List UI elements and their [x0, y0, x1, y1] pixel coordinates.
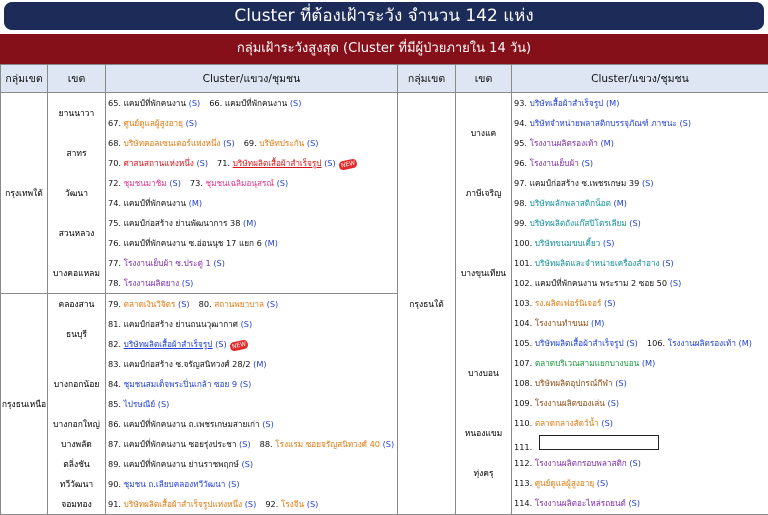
cluster-number: 105. — [514, 338, 532, 348]
cluster-entry — [514, 457, 641, 470]
cluster-label: แคมป์ที่พักคนงาน ย่านราชพฤกษ์ — [124, 459, 239, 469]
list-item — [514, 413, 768, 433]
cluster-entry — [108, 478, 240, 491]
list-item — [108, 253, 397, 273]
cluster-size-tag: (S) — [307, 138, 319, 148]
cluster-size-tag: (M) — [243, 218, 256, 228]
cluster-size-tag: (S) — [581, 158, 593, 168]
cluster-entry — [514, 177, 654, 190]
list-item — [108, 354, 397, 374]
cluster-entry — [108, 197, 202, 210]
cluster-number: 102. — [514, 278, 532, 288]
cluster-size-tag: (S) — [597, 478, 609, 488]
cluster-size-tag: (S) — [189, 98, 201, 108]
cluster-size-tag: (S) — [642, 178, 654, 188]
list-item — [108, 494, 397, 514]
cluster-label: ชุมชนเฉลิมอนุสรณ์ — [206, 178, 274, 188]
cluster-size-tag: (S) — [228, 479, 240, 489]
cluster-label: สถานพยาบาล — [214, 299, 264, 309]
cluster-entry — [514, 117, 691, 130]
cluster-label: โรงงานผลิตอะไหล่รถยนต์ — [535, 498, 626, 508]
cluster-number: 81. — [108, 319, 121, 329]
district-name: ภาษีเจริญ — [456, 173, 511, 213]
cluster-size-tag: (S) — [615, 378, 627, 388]
cluster-number: 93. — [514, 98, 527, 108]
cluster-size-tag: (S) — [626, 338, 638, 348]
list-item — [108, 133, 397, 153]
cluster-number: 100. — [514, 238, 532, 248]
cluster-label: โรงงานเย็บผ้า ซ.ประดู่ 1 — [124, 258, 211, 268]
cluster-size-tag: (S) — [186, 118, 198, 128]
cluster-label: บริษัทผลิตและจำหน่ายเครื่องสำอาง — [535, 258, 660, 268]
cluster-label: บริษัทจำหน่ายพลาสติกบรรจุภัณฑ์ ภาชนะ — [530, 118, 677, 128]
cluster-entry — [514, 477, 608, 490]
cluster-size-tag: (M) — [739, 338, 752, 348]
cluster-number: 92. — [265, 499, 278, 509]
cluster-size-tag: (S) — [670, 278, 682, 288]
cluster-entry — [514, 97, 619, 110]
list-item — [108, 454, 397, 474]
cluster-entry — [514, 417, 613, 430]
district-name: ยานนาวา — [48, 93, 105, 133]
cluster-entry — [108, 438, 251, 451]
cluster-entry — [108, 418, 274, 431]
cluster-label: บริษัทผลิตเสื้อผ้าสำเร็จรูปแห่งหนึ่ง — [124, 499, 242, 509]
cluster-label: บริษัทผลิตถังแก๊สปิโตรเลียม — [530, 218, 627, 228]
district-name: ทวีวัฒนา — [48, 474, 105, 494]
header-district: เขต — [48, 65, 106, 93]
cluster-entry — [514, 317, 604, 330]
cluster-size-tag: (S) — [601, 418, 613, 428]
cluster-entry — [108, 398, 169, 411]
cluster-number: 68. — [108, 138, 121, 148]
cluster-label: ตลาดกลางสัตว์น้ำ — [535, 418, 599, 428]
list-item — [514, 453, 768, 473]
cluster-entry — [108, 378, 251, 391]
cluster-label: แคมป์ที่พักคนงาน พระราม 2 ซอย 50 — [535, 278, 667, 288]
list-item — [108, 193, 397, 213]
cluster-entry — [108, 237, 278, 250]
cluster-size-tag: (S) — [215, 339, 227, 349]
cluster-label: แคมป์ที่พักคนงาน — [225, 98, 287, 108]
cluster-entry — [265, 498, 318, 511]
header-cluster: Cluster/แขวง/ชุมชน — [106, 65, 398, 93]
cluster-size-tag: (S) — [679, 118, 691, 128]
cluster-number: 77. — [108, 258, 121, 268]
cluster-size-tag: (S) — [241, 459, 253, 469]
cluster-size-tag: (S) — [245, 499, 257, 509]
cluster-number: 98. — [514, 198, 527, 208]
header-cluster-right: Cluster/แขวง/ชุมชน — [512, 65, 768, 93]
cluster-entry — [108, 338, 248, 351]
list-item — [514, 293, 768, 313]
district-name: ตลิ่งชัน — [48, 454, 105, 474]
cluster-size-tag: (S) — [277, 178, 289, 188]
table-row — [1, 93, 768, 294]
list-item — [108, 233, 397, 253]
cluster-number: 66. — [209, 98, 222, 108]
cluster-label: บริษัทขนมขบเคี้ยว — [535, 238, 600, 248]
list-item — [108, 434, 397, 454]
cluster-number: 72. — [108, 178, 121, 188]
cluster-number: 101. — [514, 258, 532, 268]
cluster-size-tag: (S) — [629, 458, 641, 468]
list-item — [108, 414, 397, 434]
header-group-right: กลุ่มเขต — [398, 65, 456, 93]
cluster-label: โรงงานผลิตกรอบพลาสติก — [535, 458, 627, 468]
district-name: คลองสาน — [48, 294, 105, 314]
cluster-size-tag: (S) — [604, 298, 616, 308]
cluster-size-tag: (S) — [178, 299, 190, 309]
cluster-number: 78. — [108, 278, 121, 288]
cluster-number: 71. — [217, 158, 230, 168]
list-item — [514, 393, 768, 413]
list-item — [108, 314, 397, 334]
district-name: ทุ่งครุ — [456, 453, 511, 493]
list-item — [514, 353, 768, 373]
cluster-label: บริษัทผลักพลาสติกน็อต — [530, 198, 611, 208]
cluster-entry — [108, 298, 190, 311]
district-name: สาทร — [48, 133, 105, 173]
district-name: วัฒนา — [48, 173, 105, 213]
cluster-number: 75. — [108, 218, 121, 228]
cluster-entry — [514, 137, 614, 150]
cluster-number: 97. — [514, 178, 527, 188]
cluster-size-tag: (M) — [600, 138, 613, 148]
cluster-size-tag: (S) — [383, 439, 395, 449]
list-item — [514, 213, 768, 233]
district-name: บางกอกน้อย — [48, 354, 105, 414]
list-item — [108, 474, 397, 494]
cluster-list-thon-north — [106, 294, 398, 515]
cluster-number: 84. — [108, 379, 121, 389]
cluster-number: 88. — [260, 439, 273, 449]
cluster-entry — [514, 217, 641, 230]
list-item — [108, 294, 397, 314]
list-item — [514, 113, 768, 133]
cluster-number: 89. — [108, 459, 121, 469]
cluster-number: 112. — [514, 458, 532, 468]
cluster-label: ตลาดเงินวิจิตร — [124, 299, 176, 309]
cluster-size-tag: (S) — [662, 258, 674, 268]
cluster-number: 94. — [514, 118, 527, 128]
cluster-number: 96. — [514, 158, 527, 168]
cluster-label: บริษัทเสื้อผ้าสำเร็จรูป — [530, 98, 604, 108]
district-cell-south — [48, 93, 106, 294]
cluster-number: 90. — [108, 479, 121, 489]
cluster-label: แคมป์ก่อสร้าง ย่านพัฒนาการ 38 — [124, 218, 241, 228]
cluster-label: ศูนย์ดูแลผู้สูงอายุ — [124, 118, 183, 128]
list-item — [514, 153, 768, 173]
cluster-size-tag: (S) — [239, 439, 251, 449]
cluster-entry — [108, 137, 235, 150]
cluster-label: แคมป์ที่พักคนงาน ซ.อ่อนนุช 17 แยก 6 — [124, 238, 262, 248]
cluster-number: 114. — [514, 498, 532, 508]
cluster-entry — [108, 257, 225, 270]
cluster-size-tag: (S) — [608, 398, 620, 408]
list-item — [514, 133, 768, 153]
cluster-size-tag: (M) — [642, 358, 655, 368]
cluster-size-tag: (S) — [290, 98, 302, 108]
cluster-label: โรงงานผลิตรองเท้า — [668, 338, 736, 348]
cluster-label: ชุมชนสมเด็จพระปิ่นเกล้า ซอย 9 — [124, 379, 237, 389]
cluster-number: 76. — [108, 238, 121, 248]
group-cell-thon-north: กรุงธนเหนือ — [1, 294, 48, 515]
cluster-list-thon-south — [512, 93, 768, 515]
cluster-size-tag: (M) — [606, 98, 619, 108]
cluster-number: 95. — [514, 138, 527, 148]
list-item — [514, 173, 768, 193]
cluster-number: 110. — [514, 418, 532, 428]
cluster-entry — [108, 318, 252, 331]
cluster-number: 73. — [190, 178, 203, 188]
list-item — [108, 113, 397, 133]
cluster-entry — [108, 217, 256, 230]
list-item — [514, 93, 768, 113]
group-cell-south: กรุงเทพใต้ — [1, 93, 48, 294]
cluster-size-tag: (M) — [591, 318, 604, 328]
cluster-label: แคมป์ก่อสร้าง ซ.เพชรเกษม 39 — [530, 178, 640, 188]
cluster-size-tag: (S) — [629, 218, 641, 228]
cluster-entry — [209, 97, 301, 110]
cluster-entry — [514, 397, 619, 410]
cluster-entry — [514, 237, 615, 250]
district-name: บางขุนเทียน — [456, 213, 511, 333]
cluster-number: 80. — [199, 299, 212, 309]
district-name: บางกอกใหญ่ — [48, 414, 105, 434]
cluster-label: บริษัทประกัน — [259, 138, 304, 148]
cluster-label: แคมป์ก่อสร้าง ย่านถนนวุฒากาศ — [124, 319, 238, 329]
cluster-size-tag: (S) — [213, 258, 225, 268]
cluster-number: 70. — [108, 158, 121, 168]
list-item — [108, 273, 397, 293]
cluster-number: 104. — [514, 318, 532, 328]
cluster-label: บริษัทคอลเซนเตอร์แห่งหนึ่ง — [124, 138, 221, 148]
district-cell-thon-south — [456, 93, 512, 515]
cluster-label: โรงงานทำขนม — [535, 318, 589, 328]
cluster-entry — [108, 458, 253, 471]
cluster-number: 79. — [108, 299, 121, 309]
list-item — [108, 93, 397, 113]
cluster-label: รง.ผลิตเฟอร์นิเจอร์ — [535, 298, 602, 308]
district-name: หนองแขม — [456, 413, 511, 453]
cluster-label: ชุมชน ถ.เลียบคลองทวีวัฒนา — [124, 479, 226, 489]
cluster-label: ไปรษณีย์ — [124, 399, 156, 409]
cluster-number: 111. — [514, 442, 532, 452]
cluster-entry — [514, 197, 627, 210]
list-item — [514, 493, 768, 513]
redacted-box — [539, 435, 659, 450]
cluster-size-tag: (S) — [240, 379, 252, 389]
cluster-entry — [244, 137, 319, 150]
cluster-label: ศาสนสถานแห่งหนึ่ง — [124, 158, 194, 168]
cluster-number: 82. — [108, 339, 121, 349]
list-item — [514, 333, 768, 353]
list-item — [108, 334, 397, 354]
cluster-label: แคมป์ก่อสร้าง ซ.จรัญสนิทวงศ์ 28/2 — [124, 359, 251, 369]
cluster-number: 107. — [514, 358, 532, 368]
cluster-label: โรงงานผลิตยาง — [124, 278, 180, 288]
cluster-entry — [199, 298, 279, 311]
cluster-number: 109. — [514, 398, 532, 408]
cluster-number: 65. — [108, 98, 121, 108]
cluster-label: บริษัทผลิตเสื้อผ้าสำเร็จรูป — [124, 339, 213, 349]
cluster-number: 67. — [108, 118, 121, 128]
new-badge-icon: NEW — [229, 339, 249, 352]
cluster-entry — [514, 337, 638, 350]
cluster-entry — [108, 157, 208, 170]
district-name: บางคอแหลม — [48, 253, 105, 293]
district-name: บางแค — [456, 93, 511, 173]
cluster-number: 87. — [108, 439, 121, 449]
page-title: Cluster ที่ต้องเฝ้าระวัง จำนวน 142 แห่ง — [4, 2, 764, 30]
district-name: บางพลัด — [48, 434, 105, 454]
cluster-number: 106. — [647, 338, 665, 348]
list-item — [514, 233, 768, 253]
cluster-label: ชุมชนมาชิม — [124, 178, 167, 188]
cluster-entry — [514, 257, 674, 270]
cluster-label: โรงจีน — [281, 499, 304, 509]
district-cell-thon-north — [48, 294, 106, 515]
cluster-number: 91. — [108, 499, 121, 509]
list-item — [108, 394, 397, 414]
district-name: จอมทอง — [48, 494, 105, 514]
cluster-size-tag: (S) — [223, 138, 235, 148]
list-item — [514, 253, 768, 273]
cluster-size-tag: (S) — [267, 299, 279, 309]
cluster-label: โรงแรม ซอยจรัญสนิทวงศ์ 40 — [275, 439, 380, 449]
cluster-entry — [514, 157, 593, 170]
cluster-entry — [108, 358, 267, 371]
list-item — [514, 473, 768, 493]
list-item — [108, 374, 397, 394]
cluster-entry — [108, 498, 256, 511]
cluster-number: 83. — [108, 359, 121, 369]
cluster-size-tag: (S) — [603, 238, 615, 248]
cluster-label: แคมป์ที่พักคนงาน — [124, 98, 186, 108]
cluster-number: 74. — [108, 198, 121, 208]
group-cell-thon-south: กรุงธนใต้ — [398, 93, 456, 515]
district-name: สวนหลวง — [48, 213, 105, 253]
cluster-number: 69. — [244, 138, 257, 148]
list-item — [514, 273, 768, 293]
cluster-label: แคมป์ที่พักคนงาน — [124, 198, 186, 208]
list-item — [514, 193, 768, 213]
table-header-row — [1, 65, 768, 93]
cluster-entry — [217, 157, 357, 170]
list-item — [514, 313, 768, 333]
list-item — [514, 433, 768, 453]
list-item — [108, 213, 397, 233]
list-item — [108, 153, 397, 173]
list-item — [514, 373, 768, 393]
district-name: ธนบุรี — [48, 314, 105, 354]
cluster-size-tag: (S) — [182, 278, 194, 288]
cluster-size-tag: (S) — [324, 158, 336, 168]
header-district-right: เขต — [456, 65, 512, 93]
cluster-size-tag: (M) — [264, 238, 277, 248]
cluster-list-south — [106, 93, 398, 294]
cluster-size-tag: (S) — [169, 178, 181, 188]
cluster-label: โรงงานผลิตรองเท้า — [530, 138, 598, 148]
header-group: กลุ่มเขต — [1, 65, 48, 93]
cluster-size-tag: (S) — [241, 319, 253, 329]
cluster-entry — [514, 357, 655, 370]
cluster-size-tag: (M) — [614, 198, 627, 208]
cluster-entry — [108, 177, 181, 190]
cluster-entry — [514, 497, 640, 510]
cluster-label: แคมป์ที่พักคนงาน ถ.เพชรเกษมสายเก่า — [124, 419, 260, 429]
cluster-label: โรงงานผลิตของเล่น — [535, 398, 605, 408]
cluster-size-tag: (M) — [189, 198, 202, 208]
cluster-entry — [514, 277, 681, 290]
cluster-label: โรงงานเย็บผ้า — [530, 158, 579, 168]
cluster-label: บริษัทผลิตเสื้อผ้าสำเร็จรูป — [535, 338, 624, 348]
cluster-entry — [190, 177, 288, 190]
cluster-entry — [108, 97, 200, 110]
cluster-label: บริษัทผลิตเสื้อผ้าสำเร็จรูป — [233, 158, 322, 168]
cluster-size-tag: (S) — [307, 499, 319, 509]
cluster-size-tag: (S) — [196, 158, 208, 168]
cluster-number: 108. — [514, 378, 532, 388]
cluster-size-tag: (S) — [628, 498, 640, 508]
cluster-label: ศูนย์ดูแลผู้สูงอายุ — [535, 478, 594, 488]
cluster-entry — [108, 117, 197, 130]
cluster-size-tag: (M) — [253, 359, 266, 369]
cluster-entry — [647, 337, 752, 350]
cluster-entry — [108, 277, 193, 290]
cluster-entry — [514, 377, 627, 390]
cluster-label: แคมป์ที่พักคนงาน ซอยรุ่งประชา — [124, 439, 237, 449]
cluster-label: ตลาดบริเวณสามแยกบางบอน — [535, 358, 639, 368]
cluster-number: 99. — [514, 218, 527, 228]
cluster-entry — [514, 435, 659, 452]
list-item — [108, 173, 397, 193]
cluster-size-tag: (S) — [262, 419, 274, 429]
cluster-number: 85. — [108, 399, 121, 409]
section-subtitle: กลุ่มเฝ้าระวังสูงสุด (Cluster ที่มีผู้ป่วยภายใน 14 วัน) — [0, 34, 768, 64]
new-badge-icon: NEW — [338, 158, 358, 171]
cluster-entry — [514, 297, 616, 310]
cluster-label: บริษัทผลิตอุปกรณ์กีฬา — [535, 378, 613, 388]
cluster-number: 103. — [514, 298, 532, 308]
cluster-number: 86. — [108, 419, 121, 429]
cluster-size-tag: (S) — [158, 399, 170, 409]
cluster-table — [0, 64, 768, 515]
district-name: บางบอน — [456, 333, 511, 413]
cluster-entry — [260, 438, 395, 451]
cluster-number: 113. — [514, 478, 532, 488]
